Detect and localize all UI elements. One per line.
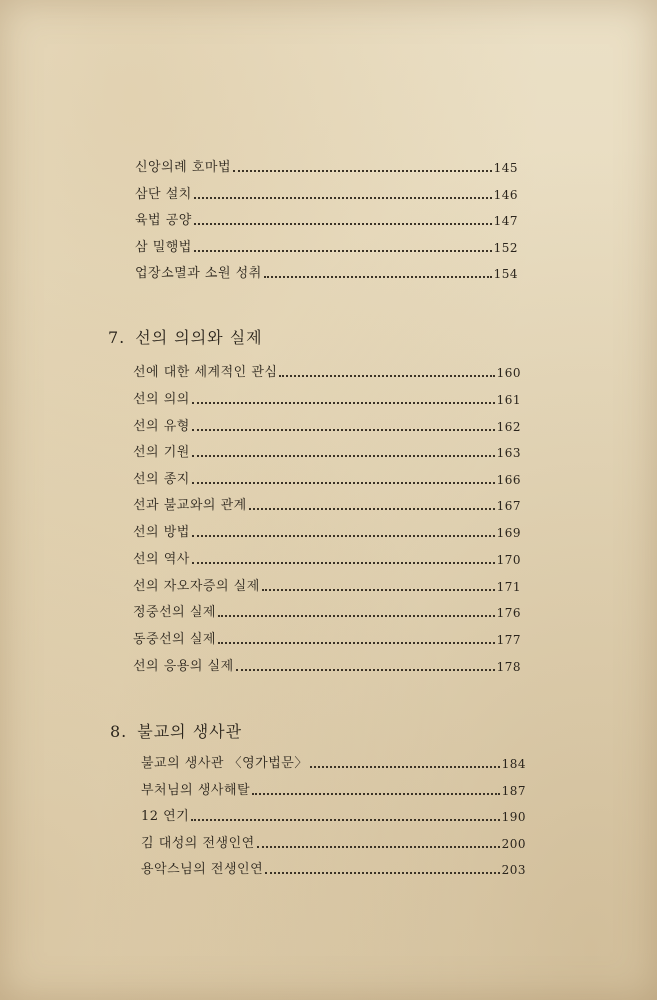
- toc-entry: [133, 525, 521, 541]
- toc-entry-page: 200: [501, 837, 526, 851]
- toc-entry-page: 146: [493, 188, 518, 202]
- dot-leader: [191, 819, 499, 821]
- toc-entry-title: 선의 유형: [133, 419, 190, 434]
- dot-leader: [236, 669, 495, 671]
- toc-entry: [135, 266, 518, 282]
- toc-entry: [133, 632, 521, 648]
- dot-leader: [264, 276, 492, 278]
- chapter-heading: [108, 328, 263, 348]
- toc-entry-page: 147: [493, 214, 518, 228]
- toc-entry: [141, 836, 526, 852]
- toc-entry: [135, 160, 518, 176]
- toc-entry: [141, 862, 526, 878]
- dot-leader: [194, 223, 492, 225]
- toc-entry: [133, 392, 521, 408]
- toc-entry-title: 동중선의 실제: [133, 632, 216, 647]
- chapter-title: 선의 의의와 실제: [135, 328, 263, 347]
- dot-leader: [249, 508, 495, 510]
- chapter-number: 7.: [108, 328, 126, 347]
- toc-entry: [133, 605, 521, 621]
- toc-entry-page: 160: [496, 366, 521, 380]
- dot-leader: [192, 455, 495, 457]
- toc-entry-page: 167: [496, 499, 521, 513]
- dot-leader: [192, 402, 495, 404]
- dot-leader: [192, 535, 495, 537]
- toc-entry-page: 169: [496, 526, 521, 540]
- dot-leader: [265, 872, 499, 874]
- toc-entry-title: 12 연기: [141, 809, 190, 824]
- toc-entry: [135, 187, 518, 203]
- dot-leader: [310, 766, 500, 768]
- toc-entry: [135, 240, 518, 256]
- toc-entry-page: 163: [496, 446, 521, 460]
- toc-entry-title: 선의 방법: [133, 525, 190, 540]
- toc-entry-page: 178: [496, 660, 521, 674]
- toc-entry-title: 선의 종지: [133, 472, 190, 487]
- dot-leader: [279, 375, 494, 377]
- toc-entry-page: 166: [496, 473, 521, 487]
- toc-entry-title: 선의 의의: [133, 392, 190, 407]
- toc-entry-title: 신앙의례 호마법: [135, 160, 232, 175]
- toc-entry-page: 184: [501, 757, 526, 771]
- toc-entry-page: 190: [501, 810, 526, 824]
- toc-entry-page: 177: [496, 633, 521, 647]
- toc-entry-title: 육법 공양: [135, 213, 192, 228]
- toc-entry-title: 삼 밀행법: [135, 240, 192, 255]
- dot-leader: [192, 429, 495, 431]
- chapter-heading: [110, 722, 242, 742]
- dot-leader: [233, 170, 492, 172]
- toc-entry-title: 업장소멸과 소원 성취: [135, 266, 262, 281]
- toc-entry-page: 154: [493, 267, 518, 281]
- toc-entry-page: 171: [496, 580, 521, 594]
- toc-entry: [133, 365, 521, 381]
- toc-entry: [141, 756, 526, 772]
- toc-entry-page: 203: [501, 863, 526, 877]
- dot-leader: [192, 482, 495, 484]
- toc-entry-title: 선의 응용의 실제: [133, 659, 234, 674]
- dot-leader: [218, 642, 495, 644]
- dot-leader: [194, 250, 492, 252]
- toc-entry-page: 187: [501, 784, 526, 798]
- toc-entry-page: 161: [496, 393, 521, 407]
- toc-entry-page: 176: [496, 606, 521, 620]
- toc-entry: [133, 498, 521, 514]
- dot-leader: [252, 793, 499, 795]
- chapter-number: 8.: [110, 722, 128, 741]
- toc-entry-page: 145: [493, 161, 518, 175]
- toc-entry-page: 162: [496, 420, 521, 434]
- toc-entry-page: 152: [493, 241, 518, 255]
- toc-entry-title: 삼단 설치: [135, 187, 192, 202]
- dot-leader: [194, 197, 492, 199]
- dot-leader: [218, 615, 495, 617]
- toc-entry: [141, 809, 526, 825]
- dot-leader: [262, 589, 495, 591]
- chapter-title: 불교의 생사관: [137, 722, 243, 741]
- toc-entry: [133, 419, 521, 435]
- toc-entry: [135, 213, 518, 229]
- toc-entry-title: 선의 자오자증의 실제: [133, 579, 260, 594]
- toc-entry-title: 김 대성의 전생인연: [141, 836, 255, 851]
- toc-entry-title: 선과 불교와의 관계: [133, 498, 247, 513]
- toc-entry-title: 부처님의 생사해탈: [141, 783, 251, 798]
- toc-entry: [133, 472, 521, 488]
- toc-entry-title: 선의 역사: [133, 552, 190, 567]
- toc-entry: [133, 445, 521, 461]
- toc-entry-title: 불교의 생사관 〈영가법문〉: [141, 756, 308, 771]
- toc-entry-title: 선에 대한 세계적인 관심: [133, 365, 278, 380]
- dot-leader: [257, 846, 500, 848]
- dot-leader: [192, 562, 495, 564]
- toc-entry: [133, 552, 521, 568]
- toc-entry: [133, 579, 521, 595]
- toc-entry-page: 170: [496, 553, 521, 567]
- toc-entry: [141, 783, 526, 799]
- toc-entry: [133, 659, 521, 675]
- toc-entry-title: 정중선의 실제: [133, 605, 216, 620]
- toc-entry-title: 용악스님의 전생인연: [141, 862, 264, 877]
- toc-entry-title: 선의 기원: [133, 445, 190, 460]
